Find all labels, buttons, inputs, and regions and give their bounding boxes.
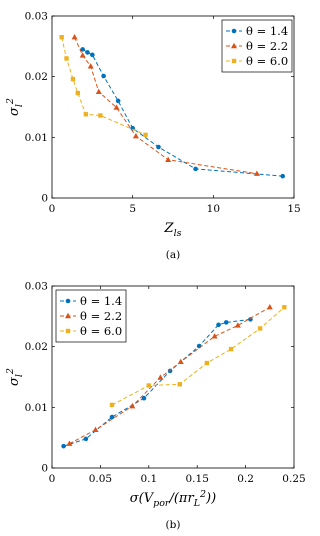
data-point-s0-7: [224, 320, 229, 325]
data-point-s0-4: [116, 99, 121, 104]
data-point-s2-0: [59, 35, 63, 39]
legend-marker: [66, 299, 71, 304]
data-point-s2-2: [71, 77, 75, 81]
data-point-s0-6: [156, 145, 161, 150]
x-tick-label: 5: [129, 203, 137, 215]
data-point-s2-2: [178, 382, 182, 386]
data-point-s0-6: [216, 323, 221, 328]
data-point-s0-8: [280, 174, 285, 179]
y-axis-label: $\sigma_l^2$: [5, 98, 25, 116]
x-tick-label: 0.1: [140, 473, 158, 485]
data-point-s1-7: [254, 171, 260, 176]
data-point-s1-2: [129, 403, 135, 408]
legend-entry-label: θ = 6.0: [80, 324, 123, 338]
data-point-s1-3: [157, 374, 163, 379]
data-point-s1-7: [267, 304, 273, 309]
data-point-s2-6: [143, 133, 147, 137]
data-point-s2-3: [205, 361, 209, 365]
y-tick-label: 0.01: [24, 131, 48, 144]
data-point-s0-7: [193, 167, 198, 172]
legend: [222, 20, 292, 72]
legend-marker: [232, 59, 236, 63]
data-point-s2-4: [229, 347, 233, 351]
data-point-s2-0: [110, 403, 114, 407]
legend-marker: [66, 329, 70, 333]
data-point-s0-5: [197, 344, 202, 349]
x-tick-label: 0: [48, 203, 56, 215]
panel-caption: (b): [165, 519, 181, 531]
legend-entry-label: θ = 1.4: [246, 24, 289, 38]
data-point-s2-6: [282, 305, 286, 309]
y-tick-label: 0.03: [24, 280, 48, 293]
data-point-s0-2: [90, 53, 95, 58]
y-axis-label: $\sigma_l^2$: [5, 368, 25, 386]
legend-entry-label: θ = 2.2: [80, 309, 123, 323]
data-point-s2-5: [258, 326, 262, 330]
y-tick-label: 0: [41, 192, 48, 205]
y-tick-label: 0.01: [24, 401, 48, 414]
data-point-s1-5: [133, 133, 139, 138]
chart-panel-b: [5, 281, 306, 532]
legend: [56, 290, 126, 342]
data-point-s0-1: [84, 437, 89, 442]
data-point-s2-5: [98, 113, 102, 117]
y-tick-label: 0: [41, 462, 48, 475]
data-point-s1-1: [80, 52, 86, 57]
chart-panel-a: [5, 11, 301, 262]
data-point-s2-3: [76, 91, 80, 95]
data-point-s1-0: [72, 34, 78, 39]
legend-entry-label: θ = 2.2: [246, 39, 289, 53]
x-tick-label: 0.25: [282, 473, 306, 485]
data-point-s1-6: [235, 322, 241, 327]
data-point-s2-4: [84, 112, 88, 116]
legend-entry-label: θ = 1.4: [80, 294, 123, 308]
x-tick-label: 10: [206, 203, 221, 215]
data-point-s2-1: [64, 56, 68, 60]
data-point-s0-3: [101, 74, 106, 79]
x-tick-label: 0.2: [237, 473, 254, 485]
x-axis-label: $\sigma(V_{por}/(\pi r_L^2))$: [129, 489, 217, 509]
x-tick-label: 15: [287, 203, 301, 215]
data-point-s2-1: [147, 383, 151, 387]
x-tick-label: 0: [48, 473, 56, 485]
legend-entry-label: θ = 6.0: [246, 54, 289, 68]
data-point-s0-0: [61, 444, 66, 449]
data-point-s1-6: [165, 157, 171, 162]
x-axis-label: $Z_{ls}$: [164, 221, 182, 239]
y-tick-label: 0.02: [24, 71, 48, 84]
series-line-2: [112, 307, 284, 405]
panel-caption: (a): [165, 249, 181, 261]
x-tick-label: 0.15: [185, 473, 209, 485]
data-point-s1-1: [93, 427, 99, 432]
series-line-2: [62, 37, 146, 135]
legend-marker: [232, 29, 237, 34]
data-point-s1-2: [88, 63, 94, 68]
data-point-s1-3: [96, 89, 102, 94]
data-point-s0-1: [85, 50, 90, 55]
y-tick-label: 0.03: [24, 10, 48, 23]
x-tick-label: 0.05: [88, 473, 113, 485]
y-tick-label: 0.02: [24, 341, 48, 354]
